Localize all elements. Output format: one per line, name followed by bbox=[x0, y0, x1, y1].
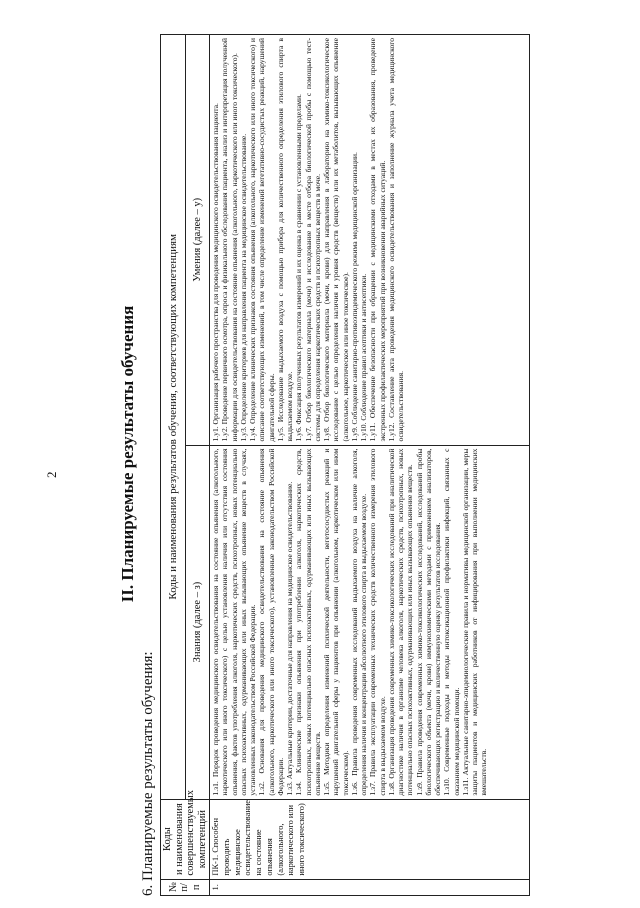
page-number: 2 bbox=[44, 471, 59, 478]
skills-list bbox=[210, 35, 530, 446]
knowledge-item: 1.з2. Основания для проведения медицинского освидетельствования на состояние опьянения (алкогольного, наркотического или иного токсического), установленные законодательством Российской Федерации. bbox=[257, 448, 285, 796]
knowledge-item: 1.з6. Правила проведения современных исследований выдыхаемого воздуха на наличие алкоголя, определения наличия и концентрации абсолютного этилового спирта в выдыхаемом воздухе. bbox=[349, 448, 369, 796]
column-header-results-group: Коды и наименования результатов обучения, соответствующих компетенциям bbox=[161, 35, 186, 800]
skill-item: 1.у3. Определение критериев для направления пациента на медицинское освидетельствование. bbox=[238, 133, 248, 442]
knowledge-item: 1.з3. Актуальные критерии, достаточные для направления на медицинское освидетельствование. bbox=[285, 481, 295, 796]
knowledge-item: 1.з9. Правила проведения современных химико-токсикологических исследований, исследований пробы биологического объекта (мочи, крови) иммунохимическими методами с применением анализаторов, обеспечивающих регистрацию и количественную оценку результатов исследования. bbox=[414, 448, 443, 796]
knowledge-item: 1.з4. Клинические признаки опьянения при употреблении алкоголя, наркотических средств, психотропных, новых потенциально опасных психоактивных, одурманивающих или иных вызывающих опьянение веществ. bbox=[294, 448, 322, 796]
column-header-competence-codes: Коды и наименования совершенствуемых компетенций bbox=[161, 799, 210, 879]
column-header-number: № п/п bbox=[161, 879, 210, 895]
learning-outcomes-table bbox=[160, 34, 530, 896]
table-subheader-row bbox=[186, 35, 210, 896]
skill-item: 1.у6. Фиксация полученных результатов измерений и их оценка в сравнении с установленными пределами. bbox=[294, 94, 304, 442]
table-row bbox=[210, 35, 530, 896]
skill-item: 1.у11. Обеспечение безопасности при обращении с медицинскими отходами в местах их образования, проведение экстренных профилактических мероприятий при возникновении аварийных ситуаций. bbox=[368, 38, 387, 442]
skill-item: 1.у2. Проведение первичного осмотра, опроса и физикального обследования пациента, анализ и интерпретация полученной информации для освидетельствования на состояние опьянения (алкогольного, наркотического или иного токсического). bbox=[220, 38, 239, 442]
column-header-knowledge: Знания (далее – з) bbox=[186, 445, 210, 799]
skill-item: 1.у9. Соблюдение санитарно-противоэпидемического режима медицинской организации. bbox=[349, 152, 359, 442]
row-number: 1. bbox=[210, 879, 530, 895]
knowledge-item: 1.з5. Методики определения изменений психической деятельности, вегетососудистых реакций и нарушений двигательной сферы у пациентов при опьянении (алкогольном, наркотическом или ином токсическом). bbox=[322, 448, 350, 796]
competence-description: ПК-1. Способен проводить медицинское освидетельствование на состояние опьянения (алкогольного, наркотического или иного токсического) bbox=[210, 799, 530, 879]
knowledge-item: 1.з10. Современные подходы и методы интоксикационной профилактики инфекций, связанных с оказанием медицинской помощи. bbox=[442, 448, 461, 796]
skill-item: 1.у5. Исследование выдыхаемого воздуха с помощью прибора для количественного определения этилового спирта в выдыхаемом воздухе. bbox=[275, 38, 295, 442]
skill-item: 1.у4. Определение клинических признаков состояния опьянения (алкогольного, наркотического или иного токсического) и описание соответствующих изменений, в том числе определение изменений вегетативно-сосудистых реакций, нарушений двигательной сферы. bbox=[248, 38, 276, 442]
knowledge-item: 1.з1. Порядок проведения медицинского освидетельствования на состояние опьянения (алкогольного, наркотического или иного токсического) с целью установления наличия или отсутствия состояния опьянения, фактов употребления алкоголя, наркотических средств, психотропных, новых потенциально опасных психоактивных, одурманивающих или иных вызывающих опьянение веществ в случаях, установленных законодательством Российской Федерации. bbox=[211, 448, 258, 796]
knowledge-item: 1.з11. Актуальные санитарно-эпидемиологические правила и нормативы медицинской организации, меры защиты пациентов и медицинских работников от инфицирования при выполнении медицинских вмешательств. bbox=[460, 448, 489, 796]
skill-item: 1.у12. Составление акта проведения медицинского освидетельствования и заполнение журнала учета медицинского освидетельствования. bbox=[386, 38, 406, 442]
knowledge-list bbox=[210, 445, 530, 799]
skill-item: 1.у1. Организация рабочего пространства для проведения медицинского освидетельствования пациента. bbox=[211, 103, 221, 442]
column-header-skills: Умения (далее – у) bbox=[186, 35, 210, 446]
skill-item: 1.у7. Отбор биологического материала (мочи) и исследование в месте отбора биологической пробы с помощью тест-системы для определения наркотических средств и психотропных веществ в моче. bbox=[303, 38, 322, 442]
section-heading: II. Планируемые результаты обучения bbox=[118, 305, 137, 603]
table-header-row bbox=[161, 35, 186, 896]
skill-item: 1.у10. Соблюдение правил асептики и антисептики. bbox=[359, 273, 369, 442]
skill-item: 1.у8. Отбор биологического материала (мочи, крови) для направления в лабораторию на химико-токсикологическое исследование с целью определения наличия и уровня средств (веществ) или их метаболитов, вызывающих опьянение (алкогольное, наркотическое или иное токсическое). bbox=[322, 38, 350, 442]
subsection-title: 6. Планируемые результаты обучения: bbox=[140, 651, 156, 896]
knowledge-item: 1.з8. Организация проведения современных химико-токсикологических исследований при аналитической диагностике наличия в организме человека алкоголя, наркотических средств, психотропных, новых потенциально опасных психоактивных, одурманивающих или иных вызывающих опьянение веществ. bbox=[386, 448, 415, 796]
knowledge-item: 1.з7. Правила эксплуатации современных технических средств количественного измерения этилового спирта в выдыхаемом воздухе. bbox=[368, 448, 387, 796]
